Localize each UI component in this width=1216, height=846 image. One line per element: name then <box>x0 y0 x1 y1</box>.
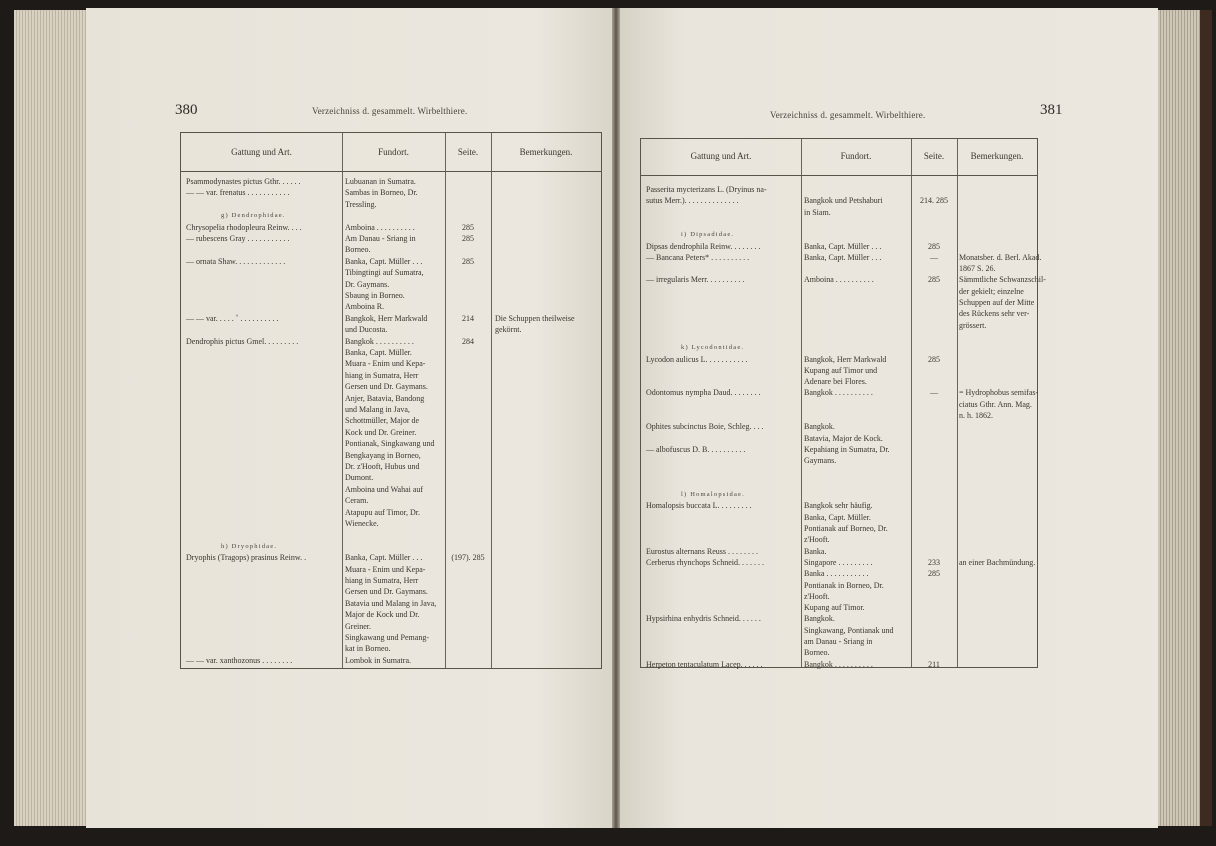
locality: Bangkok, Herr Markwald <box>804 354 887 364</box>
remark: gekörnt. <box>495 325 522 335</box>
book-gutter <box>612 8 620 828</box>
locality: Atapupu auf Timor, Dr. <box>345 507 421 517</box>
locality: Am Danau - Sriang in <box>345 234 416 243</box>
locality: Amboina . . . . . . . . . . <box>345 222 415 232</box>
locality: Greiner. <box>345 621 371 631</box>
locality: Major de Kock und Dr. <box>345 610 420 620</box>
locality: z'Hooft. <box>804 591 830 601</box>
species-name: — — var. xanthozonus . . . . . . . . <box>186 655 293 665</box>
locality: Amboina . . . . . . . . . . <box>804 275 874 285</box>
species-name: Odontomus nympha Daud. . . . . . . . <box>646 388 761 398</box>
locality: Lombok in Sumatra. <box>345 655 411 665</box>
page-reference: 285 <box>928 241 940 251</box>
right-species-table <box>640 138 1046 669</box>
remark: ciatus Gthr. Ann. Mag. <box>959 399 1032 409</box>
page-reference: — <box>930 252 938 262</box>
locality: Bangkok. <box>804 614 835 624</box>
locality: Kupang auf Timor. <box>804 603 865 613</box>
locality: Gaymans. <box>804 456 837 466</box>
species-name: Passerita mycterizans L. (Dryinus na- <box>646 185 767 194</box>
book-cover-edge <box>1200 10 1212 826</box>
locality: Banka, Capt. Müller . . . <box>345 553 423 563</box>
left-page-number: 380 <box>175 102 198 118</box>
species-name: — — var. . . . . ˚ . . . . . . . . . . <box>186 313 279 323</box>
locality: Bangkok und Petshaburi <box>804 196 883 206</box>
page-reference: 285 <box>462 234 474 243</box>
locality: Bangkok . . . . . . . . . . <box>804 388 873 398</box>
remark: Sämmtliche Schwanzschil- <box>959 275 1046 285</box>
locality: Ceram. <box>345 496 369 506</box>
locality: Dumont. <box>345 473 374 483</box>
right-page-number: 381 <box>1040 102 1063 118</box>
column-header-locality: Fundort. <box>378 147 409 157</box>
page-reference: — <box>930 388 938 398</box>
locality: Borneo. <box>804 648 830 658</box>
species-name: — rubescens Gray . . . . . . . . . . . <box>186 234 290 243</box>
left-page-stack <box>14 10 92 826</box>
page-reference: 285 <box>462 222 474 232</box>
locality: Batavia und Malang in Java, <box>345 598 437 608</box>
locality: Banka, Capt. Müller . . . <box>804 241 882 251</box>
species-name: Homalopsis buccata L. . . . . . . . . <box>646 501 752 511</box>
locality: Bangkok. <box>804 422 835 432</box>
remark: des Rückens sehr ver- <box>959 309 1030 319</box>
locality: Batavia, Major de Kock. <box>804 433 883 443</box>
species-name: Dryophis (Tragops) prasinus Reinw. . <box>186 553 307 563</box>
remark: Monatsber. d. Berl. Akad. <box>959 252 1042 262</box>
species-name: sutus Merr.). . . . . . . . . . . . . . <box>646 196 739 206</box>
locality: Gersen und Dr. Gaymans. <box>345 382 428 392</box>
locality: Lubuanan in Sumatra. <box>345 177 416 186</box>
left-running-head: Verzeichniss d. gesammelt. Wirbelthiere. <box>312 106 468 116</box>
locality: Borneo. <box>345 245 371 255</box>
locality: Sbaung in Borneo. <box>345 291 405 300</box>
locality: und Malang in Java, <box>345 405 410 414</box>
page-reference: 285 <box>462 256 474 266</box>
page-reference: 233 <box>928 557 940 567</box>
locality: Banka, Capt. Müller . . . <box>804 252 882 262</box>
remark: der gekielt; einzelne <box>959 286 1024 296</box>
page-reference: 214 <box>462 313 474 323</box>
remark: Die Schuppen theilweise <box>495 313 575 323</box>
locality: Bangkok . . . . . . . . . . <box>345 336 414 346</box>
locality: Gersen und Dr. Gaymans. <box>345 587 428 597</box>
species-name: Psammodynastes pictus Gthr. . . . . . <box>186 177 301 186</box>
locality: Bangkok . . . . . . . . . . <box>804 659 873 669</box>
locality: Amboina R. <box>345 302 385 312</box>
locality: Kupang auf Timor und <box>804 365 878 375</box>
remark: = Hydrophobus semifas- <box>959 388 1039 398</box>
locality: hiang in Sumatra, Herr <box>345 370 419 380</box>
species-name: Herpeton tentaculatum Lacep. . . . . . <box>646 659 763 669</box>
locality: Bangkok, Herr Markwald <box>345 313 428 323</box>
locality: Singkawang, Pontianak und <box>804 625 894 635</box>
section-heading: i) Dipsadidae. <box>681 231 735 239</box>
page-reference: 284 <box>462 336 474 346</box>
remark: grössert. <box>959 320 987 330</box>
locality: Kepahiang in Sumatra, Dr. <box>804 444 890 454</box>
locality: hiang in Sumatra, Herr <box>345 576 419 585</box>
section-heading: k) Lycodontidae. <box>681 344 745 352</box>
locality: Tressling. <box>345 199 377 209</box>
species-name: Chrysopelia rhodopleura Reinw. . . . <box>186 222 302 232</box>
locality: Muara - Enim und Kepa- <box>345 564 426 574</box>
locality: und Ducosta. <box>345 325 388 335</box>
remark: 1867 S. 26. <box>959 264 996 274</box>
species-name: — ornata Shaw. . . . . . . . . . . . . <box>186 256 286 266</box>
species-name: Hypsirhina enhydris Schneid. . . . . . <box>646 614 761 624</box>
locality: Singkawang und Pemang- <box>345 633 429 642</box>
locality: Bangkok sehr häufig. <box>804 501 873 511</box>
species-name: Lycodon aulicus L. . . . . . . . . . . <box>646 354 748 364</box>
left-species-table <box>180 132 602 669</box>
species-name: Dipsas dendrophila Reinw. . . . . . . . <box>646 241 761 251</box>
locality: Sambas in Borneo, Dr. <box>345 188 418 198</box>
locality: Bengkayang in Borneo, <box>345 450 421 460</box>
locality: Kock und Dr. Greiner. <box>345 427 417 437</box>
locality: Pontianak auf Borneo, Dr. <box>804 524 888 533</box>
locality: Banka, Capt. Müller . . . <box>345 256 423 266</box>
remark: n. h. 1862. <box>959 411 993 420</box>
species-name: — Bancana Peters* . . . . . . . . . . <box>646 252 750 262</box>
right-page-stack <box>1158 10 1200 826</box>
locality: Wienecke. <box>345 519 379 528</box>
right-running-head: Verzeichniss d. gesammelt. Wirbelthiere. <box>770 110 926 120</box>
locality: Dr. Gaymans. <box>345 279 390 289</box>
species-name: — — var. frenatus . . . . . . . . . . . <box>186 188 290 198</box>
species-name: Dendrophis pictus Gmel. . . . . . . . . <box>186 336 299 346</box>
column-header-remarks: Bemerkungen. <box>970 151 1024 161</box>
locality: Banka, Capt. Müller. <box>345 348 412 357</box>
species-name: — irregularis Merr. . . . . . . . . . <box>646 275 745 285</box>
locality: in Siam. <box>804 207 831 217</box>
locality: Amboina und Wahai auf <box>345 484 424 494</box>
locality: kat in Borneo. <box>345 644 391 654</box>
section-heading: h) Dryophidae. <box>221 542 278 550</box>
column-header-locality: Fundort. <box>840 151 872 161</box>
species-name: Ophites subcinctus Boie, Schleg. . . . <box>646 422 764 432</box>
locality: Muara - Enim und Kepa- <box>345 359 426 369</box>
locality: Adenare bei Flores. <box>804 377 867 387</box>
locality: Pontianak, Singkawang und <box>345 439 435 449</box>
section-heading: l) Homalopsidae. <box>681 491 745 499</box>
column-header-page: Seite. <box>923 151 945 161</box>
species-name: Eurostus alternans Reuss . . . . . . . . <box>646 546 758 556</box>
page-reference: 214. 285 <box>920 196 948 206</box>
column-header-remarks: Bemerkungen. <box>519 147 573 157</box>
remark: Schuppen auf der Mitte <box>959 298 1035 307</box>
page-reference: (197). 285 <box>451 553 485 563</box>
page-reference: 285 <box>928 275 940 285</box>
remark: an einer Bachmündung. <box>959 557 1036 567</box>
page-reference: 285 <box>928 569 940 579</box>
locality: Banka . . . . . . . . . . . <box>804 569 869 579</box>
species-name: — albofuscus D. B. . . . . . . . . . <box>646 444 746 454</box>
locality: Singapore . . . . . . . . . <box>804 557 873 567</box>
locality: z'Hooft. <box>804 535 830 545</box>
locality: Tibingtingi auf Sumatra, <box>345 268 424 278</box>
locality: am Danau - Sriang in <box>804 637 873 646</box>
species-name: Cerberus rhynchops Schneid. . . . . . . <box>646 557 764 567</box>
column-header-page: Seite. <box>457 147 479 157</box>
page-reference: 285 <box>928 354 940 364</box>
locality: Banka, Capt. Müller. <box>804 512 871 522</box>
section-heading: g) Dendrophidae. <box>221 212 286 220</box>
column-header-species: Gattung und Art. <box>690 151 752 161</box>
page-reference: 211 <box>928 659 940 669</box>
locality: Pontianak in Borneo, Dr. <box>804 580 884 590</box>
locality: Dr. z'Hooft, Hubus und <box>345 462 420 471</box>
locality: Schottmüller, Major de <box>345 416 420 426</box>
column-header-species: Gattung und Art. <box>231 147 292 157</box>
locality: Banka. <box>804 546 827 556</box>
locality: Anjer, Batavia, Bandong <box>345 393 425 403</box>
